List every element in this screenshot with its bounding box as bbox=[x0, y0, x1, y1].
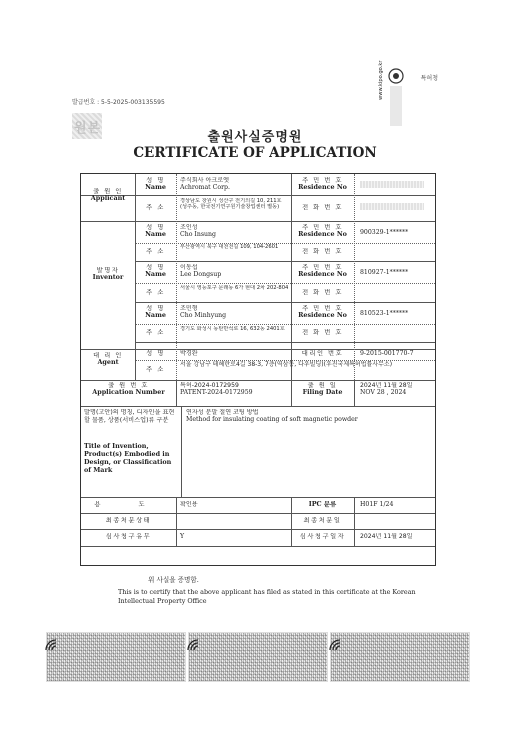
inventor-2-name: 이동섭 Lee Dongsup bbox=[180, 264, 222, 279]
applicant-address-label: 주 소 bbox=[146, 204, 165, 211]
inventor-2-residence-label: 주 민 번 호 Residence No bbox=[298, 264, 347, 279]
applicant-address: 경상남도 창원시 성산구 전기의길 10, 211호 (성주동, 한국전기연구원기술창업센터 별동) bbox=[180, 198, 282, 210]
inventor-1-phone-label: 전 화 번 호 bbox=[302, 248, 343, 255]
final-status-label: 최종처분상태 bbox=[105, 517, 152, 524]
inventor-2-residence: 810927-1****** bbox=[360, 269, 409, 276]
inventor-3-address: 경기도 화성시 동탄반석로 16, 632동 2401호 bbox=[180, 326, 285, 332]
exam-request-label: 심사청구유무 bbox=[105, 533, 152, 540]
signal-wave-icon bbox=[328, 638, 342, 652]
kipo-label: 특허청 bbox=[420, 75, 438, 82]
applicant-residence-label: 주 민 번 호 Residence No bbox=[298, 177, 347, 192]
certification-korean: 위 사실을 증명함. bbox=[148, 576, 199, 584]
inventor-3-name: 조민형 Cho Minhyung bbox=[180, 305, 227, 320]
title-of-invention: 연자성 분말 절연 코팅 방법 Method for insulating coating of soft magnetic powder bbox=[186, 409, 358, 424]
inventor-2-phone-label: 전 화 번 호 bbox=[302, 289, 343, 296]
applicant-residence-redacted bbox=[357, 181, 433, 188]
ipc-code: H01F 1/24 bbox=[360, 501, 394, 508]
applicant-phone-label: 전 화 번 호 bbox=[302, 204, 343, 211]
agent-name-label: 성 명 bbox=[146, 350, 165, 357]
inventor-2-address: 서울시 영등포구 문래동 6가 현대 2차 202-804 bbox=[180, 285, 289, 291]
applicant-name-label: 성 명 Name bbox=[145, 177, 166, 192]
exam-request: Y bbox=[180, 533, 185, 540]
inventor-1-address: 부산광역시 북구 대천천길 109, 104-2601 bbox=[180, 244, 279, 250]
inventor-label: 발명자 Inventor bbox=[92, 267, 124, 282]
inventor-3-residence: 810523-1****** bbox=[360, 310, 409, 317]
exam-request-date-label: 심사청구일자 bbox=[299, 533, 346, 540]
security-barcode-1 bbox=[46, 632, 186, 682]
kipo-logo bbox=[378, 60, 442, 128]
title-of-invention-label-ko: 발명(고안)의 명칭, 디자인을 표현할 물품, 상품(서비스업)류 구분 bbox=[84, 409, 175, 424]
inventor-3-phone-label: 전 화 번 호 bbox=[302, 329, 343, 336]
kipo-url: www.kipo.go.kr bbox=[378, 60, 384, 100]
inventor-2-address-label: 주 소 bbox=[146, 289, 165, 296]
signal-wave-icon bbox=[44, 638, 58, 652]
applicant-name: 주식회사 아크로엣 Achromat Corp. bbox=[180, 177, 230, 192]
agent-address: 서울 강남구 테헤란로4길 38-3, 7층(역삼동, 다우빌딩)(우진국제특허법률사무소) bbox=[180, 361, 393, 368]
inventor-3-residence-label: 주 민 번 호 Residence No bbox=[298, 305, 347, 320]
ipc-label: IPC 분류 bbox=[308, 501, 337, 508]
title-of-invention-label-en: Title of Invention, Product(s) Embodied in Design, or Classification of Mark bbox=[84, 442, 172, 474]
certification-english: This is to certify that the above applicant has filed as stated in this certificate at the Korean Intellectual Property Office bbox=[118, 588, 416, 605]
final-date-label: 최종처분일 bbox=[303, 517, 342, 524]
inventor-2-name-label: 성 명 Name bbox=[145, 264, 166, 279]
agent-code-label: 대리인 번호 bbox=[301, 350, 344, 357]
inventor-1-residence: 900329-1****** bbox=[360, 229, 409, 236]
agent-name: 박경완 bbox=[180, 350, 198, 357]
exam-request-date: 2024년 11월 28일 bbox=[360, 533, 413, 540]
applicant-phone-redacted bbox=[357, 203, 433, 210]
issue-number: 발급번호 : 5-5-2025-003135595 bbox=[72, 99, 165, 106]
stamp-text: 원본 bbox=[74, 121, 102, 136]
security-barcode-2 bbox=[188, 632, 328, 682]
inventor-3-address-label: 주 소 bbox=[146, 329, 165, 336]
agent-address-label: 주 소 bbox=[146, 366, 165, 373]
agent-label: 대 리 인 Agent bbox=[93, 352, 123, 367]
filing-date-label: 출 원 일 Filing Date bbox=[302, 382, 343, 397]
inventor-1-address-label: 주 소 bbox=[146, 248, 165, 255]
title-korean: 출원사실증명원 bbox=[207, 130, 303, 145]
inventor-3-name-label: 성 명 Name bbox=[145, 305, 166, 320]
signal-wave-icon bbox=[186, 638, 200, 652]
applicant-label: 출 원 인 Applicant bbox=[90, 188, 126, 203]
application-number-label: 출 원 번 호 Application Number bbox=[92, 382, 165, 397]
filing-date: 2024년 11월 28일 NOV 28 , 2024 bbox=[360, 382, 413, 397]
agent-code: 9-2015-001770-7 bbox=[360, 350, 414, 357]
inventor-1-name-label: 성 명 Name bbox=[145, 224, 166, 239]
purpose-label: 용 도 bbox=[94, 501, 163, 508]
inventor-1-residence-label: 주 민 번 호 Residence No bbox=[298, 224, 347, 239]
inventor-1-name: 조인성 Cho Insung bbox=[180, 224, 216, 239]
certificate-form bbox=[80, 173, 436, 566]
title-english: CERTIFICATE OF APPLICATION bbox=[133, 145, 377, 161]
purpose: 확인용 bbox=[180, 501, 198, 508]
security-barcode-3 bbox=[330, 632, 470, 682]
application-number: 특허-2024-0172959 PATENT-2024-0172959 bbox=[180, 382, 253, 397]
